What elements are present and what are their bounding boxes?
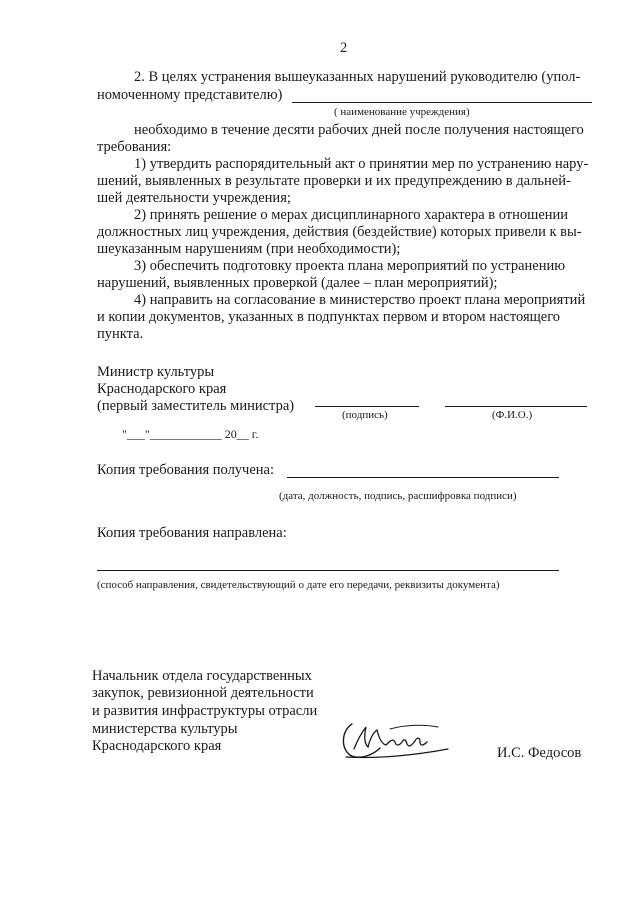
item-2-line-3: шеуказанным нарушениям (при необходимости); bbox=[97, 241, 401, 257]
institution-name-field-line bbox=[292, 102, 592, 103]
item-2-line-2: должностных лиц учреждения, действия (бездействие) которых привели к вы- bbox=[97, 224, 582, 240]
signatory-title-line-4: министерства культуры bbox=[92, 721, 238, 737]
signature-caption: (подпись) bbox=[342, 409, 388, 421]
signatory-title-line-5: Краснодарского края bbox=[92, 738, 222, 754]
item-3-line-2: нарушений, выявленных проверкой (далее – план мероприятий); bbox=[97, 275, 498, 291]
minister-title-line-3: (первый заместитель министра) bbox=[97, 398, 295, 414]
paragraph-2-line-2: номоченному представителю) bbox=[97, 87, 283, 103]
copy-received-caption: (дата, должность, подпись, расшифровка подписи) bbox=[279, 490, 517, 502]
signatory-name: И.С. Федосов bbox=[497, 745, 582, 761]
copy-sent-field-line bbox=[97, 570, 559, 571]
item-1-line-3: шей деятельности учреждения; bbox=[97, 190, 291, 206]
page-number: 2 bbox=[340, 40, 348, 56]
copy-received-field-line bbox=[287, 477, 559, 478]
signatory-title-line-2: закупок, ревизионной деятельности bbox=[92, 685, 314, 701]
requirement-intro-line-1: необходимо в течение десяти рабочих дней после получения настоящего bbox=[134, 122, 584, 138]
minister-fio-line bbox=[445, 406, 587, 407]
item-2-line-1: 2) принять решение о мерах дисциплинарного характера в отношении bbox=[134, 207, 569, 223]
requirement-intro-line-2: требования: bbox=[97, 139, 172, 155]
copy-received-label: Копия требования получена: bbox=[97, 462, 275, 478]
minister-signature-line bbox=[315, 406, 419, 407]
item-3-line-1: 3) обеспечить подготовку проекта плана мероприятий по устранению bbox=[134, 258, 566, 274]
paragraph-2-line-1: 2. В целях устранения вышеуказанных нарушений руководителю (упол- bbox=[134, 69, 581, 85]
item-4-line-2: и копии документов, указанных в подпунктах первом и втором настоящего bbox=[97, 309, 561, 325]
signatory-title-line-3: и развития инфраструктуры отрасли bbox=[92, 703, 318, 719]
date-line: "___"____________ 20__ г. bbox=[122, 427, 259, 441]
minister-title-line-2: Краснодарского края bbox=[97, 381, 227, 397]
fio-caption: (Ф.И.О.) bbox=[492, 409, 533, 421]
minister-title-line-1: Министр культуры bbox=[97, 364, 215, 380]
copy-sent-caption: (способ направления, свидетельствующий о дате его передачи, реквизиты документа) bbox=[97, 579, 500, 591]
item-1-line-1: 1) утвердить распорядительный акт о принятии мер по устранению нару- bbox=[134, 156, 589, 172]
item-4-line-1: 4) направить на согласование в министерство проект плана мероприятий bbox=[134, 292, 586, 308]
copy-sent-label: Копия требования направлена: bbox=[97, 525, 287, 541]
handwritten-signature bbox=[338, 715, 458, 765]
institution-name-caption: ( наименование учреждения) bbox=[334, 106, 470, 118]
signatory-title-line-1: Начальник отдела государственных bbox=[92, 668, 312, 684]
item-1-line-2: шений, выявленных в результате проверки и их предупреждению в дальней- bbox=[97, 173, 571, 189]
item-4-line-3: пункта. bbox=[97, 326, 144, 342]
